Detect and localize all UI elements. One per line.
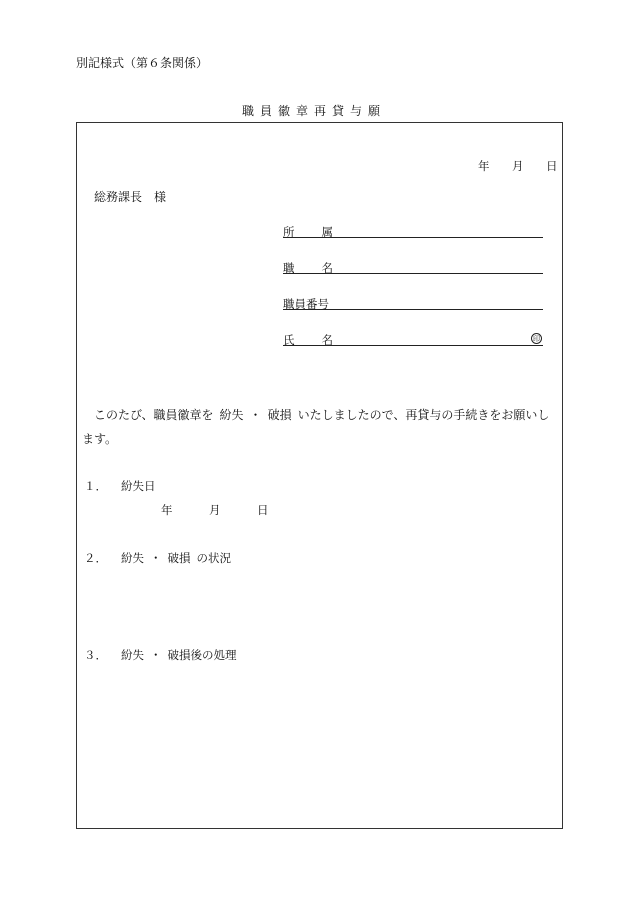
option-damaged: 破損 bbox=[267, 408, 292, 422]
item-1-label: 紛失日 bbox=[121, 479, 156, 493]
affiliation-field[interactable] bbox=[283, 237, 543, 238]
item-2-number: ２． bbox=[84, 551, 107, 565]
date-year-label: 年 bbox=[478, 159, 490, 173]
form-reference: 別記様式（第６条関係） bbox=[76, 56, 209, 70]
item-1-day-label: 日 bbox=[257, 503, 269, 517]
form-title: 職員徽章再貸与願 bbox=[242, 104, 387, 118]
request-paragraph: このたび、職員徽章を 紛失 ・ 破損 いたしましたので、再貸与の手続きをお願いします。 bbox=[82, 408, 550, 446]
addressee-honorific: 様 bbox=[154, 190, 167, 204]
item-1-month-label: 月 bbox=[209, 503, 221, 517]
date-day-label: 日 bbox=[546, 159, 558, 173]
item-2-label: 紛失 ・ 破損 の状況 bbox=[121, 551, 231, 565]
item-3-number: ３． bbox=[84, 648, 107, 662]
addressee bbox=[94, 188, 166, 205]
position-label: 職 名 bbox=[283, 261, 333, 275]
employee-number-field[interactable] bbox=[283, 309, 543, 310]
position-field[interactable] bbox=[283, 273, 543, 274]
date-month-label: 月 bbox=[512, 159, 524, 173]
option-lost: 紛失 bbox=[219, 408, 244, 422]
name-field[interactable] bbox=[283, 345, 543, 346]
affiliation-label: 所 属 bbox=[283, 225, 333, 239]
name-label: 氏 名 bbox=[283, 333, 333, 347]
item-1-year-label: 年 bbox=[161, 503, 173, 517]
employee-number-label: 職員番号 bbox=[283, 297, 329, 311]
seal-mark: 印 bbox=[533, 335, 540, 343]
item-1-number: １． bbox=[84, 479, 107, 493]
addressee-name: 総務課長 bbox=[94, 190, 143, 204]
item-3-label: 紛失 ・ 破損後の処理 bbox=[121, 648, 237, 662]
